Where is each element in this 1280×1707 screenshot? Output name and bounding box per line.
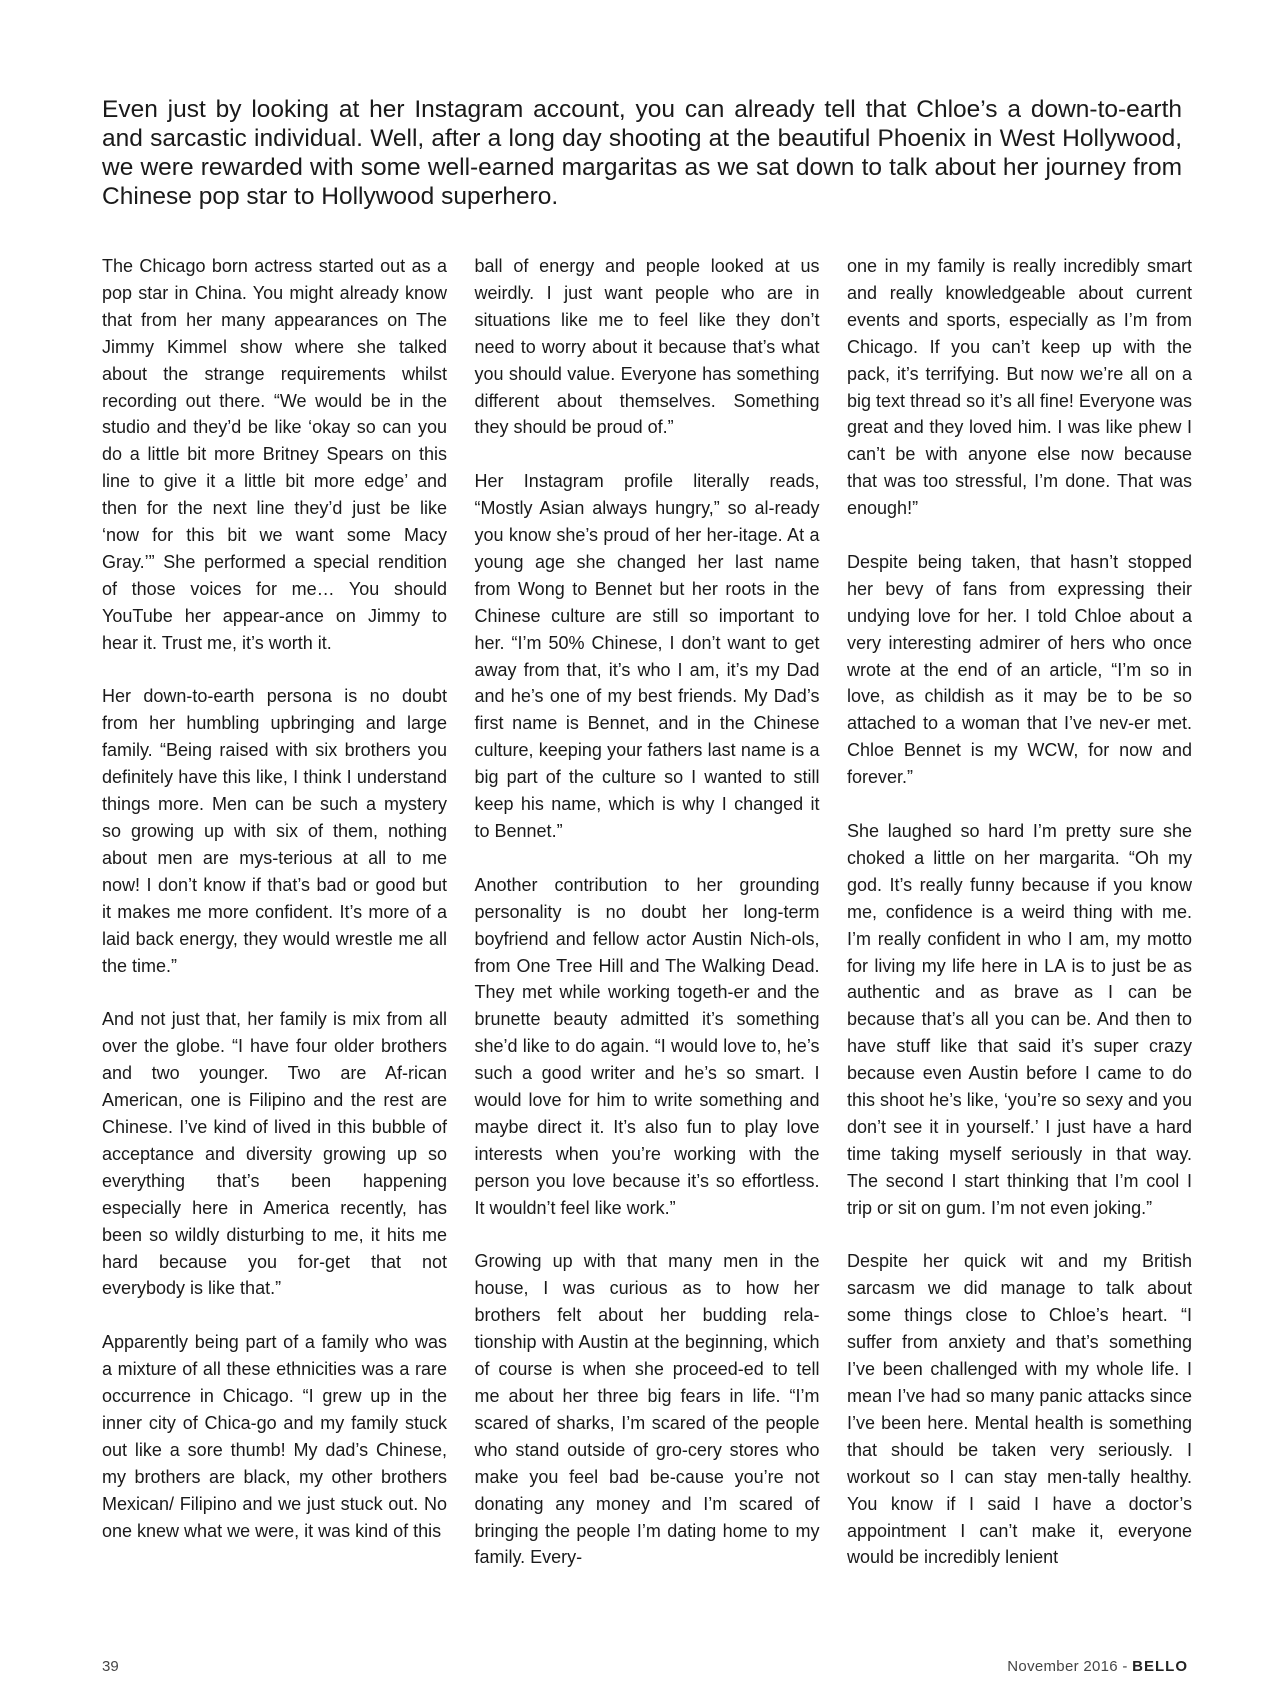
article-paragraph: Despite being taken, that hasn’t stopped her bevy of fans from expressing their undying love for her. I told Chloe about a very interesting admirer of hers who once wrote at the end of an article, “I’m so in love, as childish as it may be to be so attached to a woman that I’ve nev-er met. Chloe Bennet is my WCW, for now and forever.” [847,551,1192,788]
article-paragraph: Growing up with that many men in the house, I was curious as to how her brothers felt about her budding rela-tionship with Austin at the beginning, which of course is when she proceed-ed to tell me about her three big fears in life. “I’m scared of sharks, I’m scared of the people who stand outside of gro-cery stores who make you feel bad be-cause you’re not donating any money and I’m scared of bringing the people I’m dating home to my family. Every- [474,1251,820,1568]
article-paragraph: Her Instagram profile literally reads, “Mostly Asian always hungry,” so al-ready you know she’s proud of her her-itage. At a young age she changed her last name from Wong to Bennet but her roots in the Chinese culture are still so important to her. “I’m 50% Chinese, I don’t want to get away from that, it’s who I am, it’s my Dad and he’s one of my best friends. My Dad’s first name is Bennet, and in the Chinese culture, keeping your fathers last name is a big part of the culture so I wanted to still keep his name, which is why I changed it to Bennet.” [474,471,820,842]
article-column-1 [102,253,447,1571]
article-column-2 [475,253,820,1571]
article-paragraph: one in my family is really incredibly smart and really knowledgeable about current events and sports, especially as I’m from Chicago. If you can’t keep up with the pack, it’s terrifying. But now we’re all on a big text thread so it’s all fine! Everyone was great and they loved him. I was like phew I can’t be with anyone else now because that was too stressful, I’m done. That was enough!” [847,256,1192,519]
article-paragraph: The Chicago born actress started out as a pop star in China. You might already know that from her many appearances on The Jimmy Kimmel show where she talked about the strange requirements whilst recording out there. “We would be in the studio and they’d be like ‘okay so can you do a little bit more Britney Spears on this line to give it a little bit more edge’ and then for the next line they’d just be like ‘now for this bit we want some Macy Gray.’” She performed a special rendition of those voices for me… You should YouTube her appear-ance on Jimmy to hear it. Trust me, it’s worth it. [102,256,447,653]
issue-date: November 2016 - [1007,1658,1133,1675]
article-paragraph: Another contribution to her grounding personality is no doubt her long-term boyfriend and fellow actor Austin Nich-ols, from One Tree Hill and The Walking Dead. They met while working togeth-er and the brunette beauty admitted it’s something she’d like to do again. “I would love to, he’s such a good writer and he’s so smart. I would love for him to write something and maybe direct it. It’s also fun to play love interests when you’re working with the person you love because it’s so effortless. It wouldn’t feel like work.” [474,874,820,1218]
article-paragraph: ball of energy and people looked at us weirdly. I just want people who are in situations like me to feel like they don’t need to worry about it because that’s what you should value. Everyone has something different about themselves. Something they should be proud of.” [474,256,820,438]
article-paragraph: And not just that, her family is mix from all over the globe. “I have four older brothers and two younger. Two are Af-rican American, one is Filipino and the rest are Chinese. I’ve kind of lived in this bubble of acceptance and diversity growing up so everything that’s been happening especially here in America recently, has been so wildly disturbing to me, it hits me hard because you for-get that not everybody is like that.” [102,1009,447,1299]
article-paragraph: Apparently being part of a family who was a mixture of all these ethnicities was a rare occurrence in Chicago. “I grew up in the inner city of Chica-go and my family stuck out like a sore thumb! My dad’s Chinese, my brothers are black, my other brothers Mexican/ Filipino and we just stuck out. No one knew what we were, it was kind of this [102,1332,447,1541]
intro-standfirst: Even just by looking at her Instagram account, you can already tell that Chloe’s a down-to-earth and sarcastic individual. Well, after a long day shooting at the beautiful Phoenix in West Hollywood, we were rewarded with some well-earned margaritas as we sat down to talk about her journey from Chinese pop star to Hollywood superhero. [102,96,1182,210]
article-body [102,253,1192,1571]
magazine-brand: BELLO [1132,1658,1188,1675]
page-number: 39 [102,1658,119,1675]
article-paragraph: Her down-to-earth persona is no doubt from her humbling upbringing and large family. “Being raised with six brothers you definitely have this like, I think I understand things more. Men can be such a mystery so growing up with six of them, nothing about men are mys-terious at all to me now! I don’t know if that’s bad or good but it makes me more confident. It’s more of a laid back energy, they would wrestle me all the time.” [102,686,447,976]
footer-issue-line [1007,1658,1188,1675]
article-column-3 [847,253,1192,1571]
article-paragraph: She laughed so hard I’m pretty sure she choked a little on her margarita. “Oh my god. It’s really funny because if you know me, confidence is a weird thing with me. I’m really confident in who I am, my motto for living my life here in LA is to just be as authentic and as brave as I can be because that’s all you can be. And then to have stuff like that said it’s super crazy because even Austin before I came to do this shoot he’s like, ‘you’re so sexy and you don’t see it in yourself.’ I just have a hard time taking myself seriously in that way. The second I start thinking that I’m cool I trip or sit on gum. I’m not even joking.” [847,821,1192,1218]
article-paragraph: Despite her quick wit and my British sarcasm we did manage to talk about some things close to Chloe’s heart. “I suffer from anxiety and that’s something I’ve been challenged with my whole life. I mean I’ve had so many panic attacks since I’ve been here. Mental health is something that should be taken very seriously. I workout so I can stay men-tally healthy. You know if I said I have a doctor’s appointment I can’t make it, everyone would be incredibly lenient [847,1251,1192,1568]
